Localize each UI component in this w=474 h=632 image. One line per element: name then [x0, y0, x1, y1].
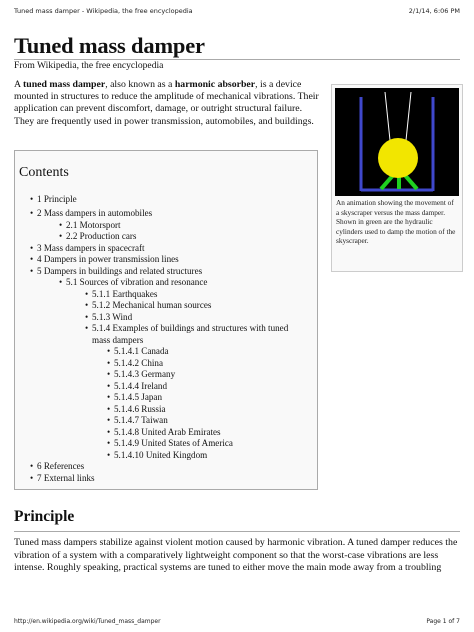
toc-item[interactable]: • 4 Dampers in power transmission lines: [30, 254, 179, 264]
toc-item[interactable]: • 5.1.4.5 Japan: [107, 392, 162, 402]
toc-item[interactable]: • 2.2 Production cars: [59, 231, 137, 241]
toc-item[interactable]: • 5.1.4.6 Russia: [107, 404, 166, 414]
toc-item[interactable]: • 5.1.4.1 Canada: [107, 346, 169, 356]
section-divider: [14, 531, 460, 532]
table-of-contents: [14, 150, 318, 490]
toc-item[interactable]: • 7 External links: [30, 473, 95, 483]
toc-item[interactable]: • 5.1.4.8 United Arab Emirates: [107, 427, 221, 437]
print-page-title: Tuned mass damper - Wikipedia, the free encyclopedia: [14, 7, 193, 15]
figure-thumbnail: [331, 84, 463, 272]
article-title: Tuned mass damper: [14, 33, 205, 58]
toc-item[interactable]: • 5.1.3 Wind: [85, 312, 133, 322]
toc-item[interactable]: • 5.1.4.7 Taiwan: [107, 415, 168, 425]
toc-item[interactable]: • 1 Principle: [30, 194, 77, 204]
toc-item[interactable]: • 5.1.4.4 Ireland: [107, 381, 168, 391]
print-footer: [14, 618, 460, 628]
damper-mass: [378, 138, 418, 178]
toc-item[interactable]: • 5.1.4.9 United States of America: [107, 438, 233, 448]
link-harmonic-absorber[interactable]: harmonic absorber: [174, 79, 256, 90]
intro-paragraph: [14, 79, 320, 128]
print-datetime: 2/1/14, 6:06 PM: [408, 7, 460, 15]
toc-item[interactable]: • 2.1 Motorsport: [59, 220, 121, 230]
term-tuned-mass-damper: tuned mass damper: [22, 79, 106, 90]
toc-item[interactable]: • 5.1.4 Examples of buildings and structures with tuned: [85, 323, 289, 333]
toc-title: Contents: [19, 165, 69, 180]
toc-item[interactable]: • 5.1.2 Mechanical human sources: [85, 300, 212, 310]
intro-text-1: A: [14, 79, 23, 90]
mass-damper-animation-image[interactable]: [335, 88, 459, 196]
intro-text-2: , also known as a: [105, 79, 175, 90]
toc-item[interactable]: • 6 References: [30, 461, 85, 471]
toc-item[interactable]: • 3 Mass dampers in spacecraft: [30, 243, 145, 253]
toc-item[interactable]: • 5.1.4.10 United Kingdom: [107, 450, 208, 460]
toc-item[interactable]: • 5.1 Sources of vibration and resonance: [59, 277, 208, 287]
toc-item[interactable]: • 5 Dampers in buildings and related structures: [30, 266, 203, 276]
article-source-line: From Wikipedia, the free encyclopedia: [14, 60, 164, 71]
print-url: http://en.wikipedia.org/wiki/Tuned_mass_damper: [14, 618, 161, 625]
toc-item[interactable]: • 5.1.4.3 Germany: [107, 369, 176, 379]
principle-paragraph: Tuned mass dampers stabilize against violent motion caused by harmonic vibration. A tuned damper reduces the vibration of a system with a comparatively lightweight component so that the worst-case vibrations are less intense. Roughly speaking, practical systems are tuned to either move the main mode away from a troubling: [14, 537, 458, 573]
toc-item[interactable]: • 2 Mass dampers in automobiles: [30, 208, 153, 218]
figure-caption: An animation showing the movement of a skyscraper versus the mass damper. Shown in green are the hydraulic cylinders used to damp the motion of the skyscraper.: [336, 198, 456, 246]
toc-item[interactable]: • 5.1.1 Earthquakes: [85, 289, 158, 299]
print-header: [14, 7, 460, 19]
print-page-number: Page 1 of 7: [426, 618, 460, 625]
toc-item-continuation[interactable]: mass dampers: [92, 335, 144, 345]
toc-item[interactable]: • 5.1.4.2 China: [107, 358, 164, 368]
section-heading-principle: Principle: [14, 508, 75, 525]
intro-text-3: , is a device mounted in structures to reduce the amplitude of mechanical vibrations. Their application can prevent discomfort, damage, or outright structural failure. They are frequently used in power transmission, automobiles, and buildings.: [14, 79, 319, 127]
damper-illustration: [335, 88, 459, 196]
